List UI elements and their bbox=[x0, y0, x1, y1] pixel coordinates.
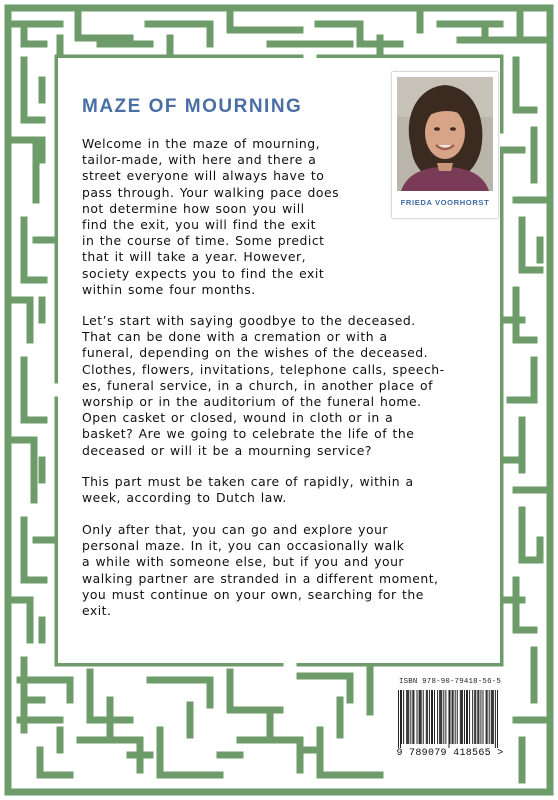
text-line: that it will take a year. However, bbox=[82, 249, 307, 265]
text-line: This part must be taken care of rapidly, within a bbox=[82, 474, 414, 489]
barcode-bar bbox=[440, 690, 441, 744]
barcode-bar bbox=[487, 690, 488, 744]
barcode-bar bbox=[429, 690, 430, 744]
barcode-bar bbox=[461, 690, 462, 744]
barcode-bar bbox=[412, 690, 413, 744]
text-line: funeral, depending on the wishes of the deceased. bbox=[82, 345, 429, 361]
barcode bbox=[398, 690, 498, 748]
barcode-bar bbox=[434, 690, 435, 744]
text-line: week, according to Dutch law. bbox=[82, 490, 287, 506]
book-title: MAZE OF MOURNING bbox=[82, 96, 303, 117]
text-line: pass through. Your walking pace does bbox=[82, 184, 340, 200]
author-photo bbox=[397, 77, 493, 191]
barcode-bar bbox=[453, 690, 454, 744]
barcode-bar bbox=[489, 690, 490, 744]
barcode-bar bbox=[493, 690, 494, 744]
barcode-bar bbox=[406, 690, 407, 744]
barcode-bar bbox=[452, 690, 453, 744]
barcode-bar bbox=[480, 690, 481, 744]
isbn-digits: 9 789079 418565 > bbox=[396, 748, 504, 759]
isbn-barcode-block bbox=[392, 676, 508, 764]
text-line: That can be done with a cremation or with a bbox=[82, 329, 388, 345]
paragraph-personal-maze bbox=[82, 522, 482, 619]
barcode-bar bbox=[413, 690, 414, 744]
barcode-bar bbox=[443, 690, 444, 744]
barcode-bar bbox=[419, 690, 420, 744]
barcode-bar bbox=[469, 690, 470, 744]
text-line: exit. bbox=[82, 603, 112, 619]
barcode-bar bbox=[492, 690, 493, 744]
barcode-bar bbox=[423, 690, 424, 744]
author-photo-card bbox=[392, 72, 498, 218]
text-line: Let’s start with saying goodbye to the deceased. bbox=[82, 313, 416, 328]
text-line: society expects you to find the exit bbox=[82, 265, 325, 281]
text-line: Welcome in the maze of mourning, bbox=[82, 136, 321, 151]
barcode-bar bbox=[450, 690, 451, 744]
barcode-bar bbox=[457, 690, 458, 744]
barcode-bar bbox=[417, 690, 418, 744]
barcode-bar bbox=[486, 690, 487, 744]
barcode-bar bbox=[474, 690, 475, 744]
barcode-bar bbox=[462, 690, 463, 744]
barcode-bar bbox=[408, 690, 409, 744]
text-line: personal maze. In it, you can occasionally walk bbox=[82, 538, 405, 554]
paragraph-goodbye bbox=[82, 313, 482, 459]
barcode-bar bbox=[439, 690, 440, 744]
text-line: tailor-made, with here and there a bbox=[82, 152, 317, 168]
barcode-bar bbox=[401, 690, 402, 744]
barcode-bar bbox=[449, 690, 450, 748]
barcode-bar bbox=[398, 690, 399, 748]
barcode-bar bbox=[455, 690, 456, 744]
barcode-bar bbox=[407, 690, 408, 744]
text-line: basket? Are we going to celebrate the life of the bbox=[82, 426, 415, 442]
barcode-bar bbox=[460, 690, 461, 744]
text-line: in the course of time. Some predict bbox=[82, 233, 325, 249]
barcode-bar bbox=[432, 690, 433, 744]
barcode-bar bbox=[495, 690, 496, 748]
barcode-bar bbox=[441, 690, 442, 744]
barcode-bar bbox=[497, 690, 498, 748]
barcode-bar bbox=[464, 690, 465, 744]
text-line: not determine how soon you will bbox=[82, 200, 305, 216]
barcode-bar bbox=[427, 690, 428, 744]
barcode-bar bbox=[421, 690, 422, 744]
barcode-bar bbox=[477, 690, 478, 744]
text-line: Clothes, flowers, invitations, telephone calls, speech- bbox=[82, 361, 445, 377]
text-line: Open casket or closed, wound in cloth or in a bbox=[82, 410, 394, 426]
text-line: Only after that, you can go and explore your bbox=[82, 522, 389, 537]
barcode-bar bbox=[445, 690, 446, 744]
text-line: within some four months. bbox=[82, 281, 256, 297]
text-line: walking partner are stranded in a different moment, bbox=[82, 570, 439, 586]
text-line: deceased or will it be a mourning service? bbox=[82, 442, 372, 458]
barcode-bar bbox=[475, 690, 476, 744]
barcode-bar bbox=[400, 690, 401, 748]
author-name: FRIEDA VOORHORST bbox=[400, 198, 490, 207]
paragraph-dutch-law bbox=[82, 474, 482, 506]
text-line: you must continue on your own, searching for the bbox=[82, 586, 424, 602]
text-line: worship or in the auditorium of the funeral home. bbox=[82, 394, 422, 410]
barcode-bar bbox=[467, 690, 468, 744]
barcode-bar bbox=[420, 690, 421, 744]
barcode-bar bbox=[466, 690, 467, 744]
barcode-bar bbox=[410, 690, 411, 744]
barcode-bar bbox=[491, 690, 492, 744]
barcode-bar bbox=[426, 690, 427, 744]
text-line: a while with someone else, but if you and your bbox=[82, 554, 405, 570]
text-line: find the exit, you will find the exit bbox=[82, 217, 317, 233]
barcode-bar bbox=[472, 690, 473, 744]
text-line: es, funeral service, in a church, in another place of bbox=[82, 377, 433, 393]
isbn-label: ISBN 978-90-79418-56-5 bbox=[399, 678, 501, 686]
barcode-bar bbox=[483, 690, 484, 744]
barcode-bar bbox=[403, 690, 404, 744]
barcode-bar bbox=[478, 690, 479, 744]
text-line: street everyone will always have to bbox=[82, 168, 325, 184]
barcode-bar bbox=[437, 690, 438, 744]
paragraph-intro bbox=[82, 136, 382, 298]
barcode-bar bbox=[431, 690, 432, 744]
